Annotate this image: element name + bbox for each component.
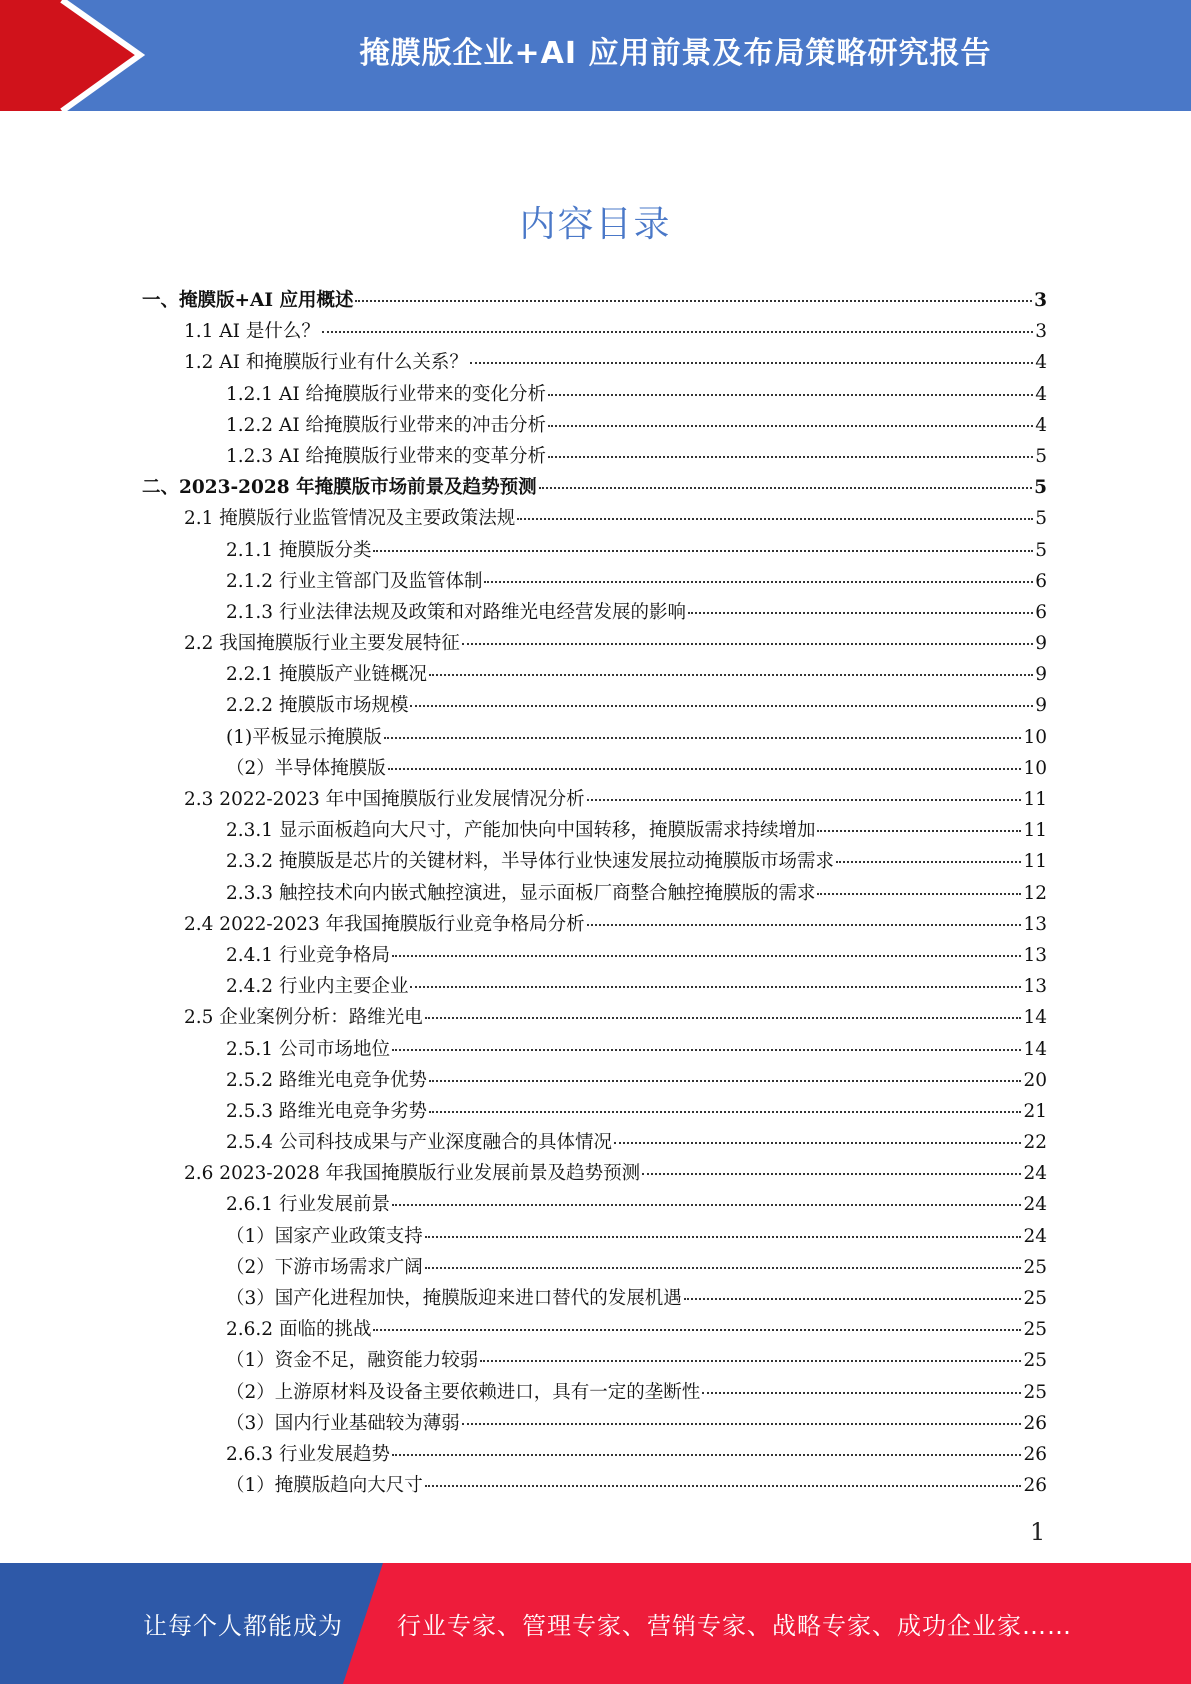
toc-dot-leader: [539, 487, 1033, 489]
toc-entry[interactable]: [142, 503, 1047, 534]
toc-entry-label: 2.4.1 行业竞争格局: [226, 944, 390, 966]
toc-dot-leader: [817, 830, 1021, 832]
toc-dot-leader: [410, 986, 1021, 988]
toc-dot-leader: [429, 1111, 1021, 1113]
toc-entry[interactable]: [142, 628, 1047, 659]
toc-entry[interactable]: [142, 1221, 1047, 1252]
toc-entry-page: 25: [1023, 1381, 1047, 1403]
toc-entry-label: 2.2.2 掩膜版市场规模: [226, 695, 409, 717]
report-title: 掩膜版企业+AI 应用前景及布局策略研究报告: [359, 36, 992, 71]
toc-entry-page: 21: [1023, 1100, 1047, 1122]
toc-dot-leader: [480, 1360, 1021, 1362]
toc-entry[interactable]: [142, 753, 1047, 784]
toc-entry-label: 2.5.2 路维光电竞争优势: [226, 1069, 427, 1091]
toc-dot-leader: [587, 799, 1022, 801]
toc-dot-leader: [614, 1142, 1021, 1144]
toc-entry-page: 3: [1034, 290, 1047, 311]
toc-dot-leader: [384, 737, 1022, 739]
toc-entry-page: 9: [1035, 695, 1047, 717]
toc-entry[interactable]: [142, 535, 1047, 566]
toc-entry-page: 13: [1023, 944, 1047, 966]
toc-entry-page: 26: [1023, 1443, 1047, 1465]
toc-entry-label: 一、掩膜版+AI 应用概述: [142, 290, 354, 311]
toc-entry-page: 12: [1023, 882, 1047, 904]
toc-entry-page: 4: [1035, 352, 1047, 374]
toc-dot-leader: [392, 955, 1021, 957]
toc-dot-leader: [392, 1204, 1021, 1206]
toc-entry-label: 二、2023-2028 年掩膜版市场前景及趋势预测: [142, 477, 537, 499]
toc-entry-page: 6: [1035, 570, 1047, 592]
toc-dot-leader: [517, 518, 1033, 520]
toc-entry-label: 2.2.1 掩膜版产业链概况: [226, 664, 427, 686]
toc-entry-label: 2.1.1 掩膜版分类: [226, 539, 372, 561]
toc-entry-page: 13: [1023, 913, 1047, 935]
toc-entry-label: 2.6 2023-2028 年我国掩膜版行业发展前景及趋势预测: [184, 1163, 641, 1185]
toc-entry-label: 2.3 2022-2023 年中国掩膜版行业发展情况分析: [184, 789, 585, 810]
toc-dot-leader: [425, 1485, 1022, 1487]
chevron-arrow-icon: [0, 0, 160, 111]
toc-entry[interactable]: [142, 722, 1047, 753]
toc-entry-page: 25: [1023, 1256, 1047, 1278]
toc-entry-label: （1）资金不足，融资能力较弱: [226, 1350, 479, 1372]
toc-dot-leader: [484, 581, 1033, 583]
toc-dot-leader: [470, 362, 1033, 364]
toc-entry[interactable]: [142, 784, 1047, 815]
toc-entry-label: （3）国产化进程加快，掩膜版迎来进口替代的发展机遇: [226, 1288, 682, 1309]
header-banner: [0, 0, 1191, 111]
toc-dot-leader: [425, 1236, 1022, 1238]
toc-dot-leader: [425, 1017, 1022, 1019]
toc-entry[interactable]: [142, 285, 1047, 316]
toc-entry-page: 9: [1035, 664, 1047, 686]
toc-entry[interactable]: [142, 410, 1047, 441]
toc-entry-page: 20: [1023, 1069, 1047, 1091]
toc-entry[interactable]: [142, 846, 1047, 877]
toc-entry-page: 14: [1023, 1007, 1047, 1029]
toc-entry[interactable]: [142, 1377, 1047, 1408]
toc-entry-label: 2.5.3 路维光电竞争劣势: [226, 1100, 427, 1122]
toc-entry[interactable]: [142, 1096, 1047, 1127]
toc-entry[interactable]: [142, 909, 1047, 940]
toc-entry-label: 2.5.4 公司科技成果与产业深度融合的具体情况: [226, 1132, 612, 1154]
toc-dot-leader: [684, 1298, 1022, 1300]
toc-entry-page: 10: [1023, 726, 1047, 748]
toc-dot-leader: [462, 643, 1033, 645]
toc-dot-leader: [462, 1423, 1022, 1425]
toc-entry-label: 2.1.3 行业法律法规及政策和对路维光电经营发展的影响: [226, 601, 686, 623]
toc-entry-page: 25: [1023, 1288, 1047, 1309]
toc-entry-label: 2.6.1 行业发展前景: [226, 1194, 390, 1216]
toc-dot-leader: [373, 1329, 1021, 1331]
toc-dot-leader: [425, 1267, 1022, 1269]
toc-entry-label: (1)平板显示掩膜版: [226, 726, 382, 748]
toc-entry[interactable]: [142, 1158, 1047, 1189]
toc-entry[interactable]: [142, 1283, 1047, 1314]
toc-entry-label: 2.3.3 触控技术向内嵌式触控演进，显示面板厂商整合触控掩膜版的需求: [226, 882, 816, 904]
toc-entry-page: 25: [1023, 1350, 1047, 1372]
toc-entry-page: 11: [1023, 820, 1047, 842]
toc-entry-page: 5: [1034, 477, 1047, 499]
footer-slogan-left: 让每个人都能成为: [143, 1612, 343, 1640]
toc-entry[interactable]: [142, 940, 1047, 971]
toc-dot-leader: [548, 456, 1033, 458]
toc-entry-label: （2）半导体掩膜版: [226, 757, 386, 779]
toc-entry-page: 10: [1023, 757, 1047, 779]
toc-entry[interactable]: [142, 597, 1047, 628]
toc-entry-label: 2.6.2 面临的挑战: [226, 1319, 372, 1341]
toc-entry-label: 2.3.1 显示面板趋向大尺寸，产能加快向中国转移，掩膜版需求持续增加: [226, 820, 816, 842]
toc-entry-label: （3）国内行业基础较为薄弱: [226, 1412, 460, 1434]
toc-entry[interactable]: [142, 379, 1047, 410]
page-number: 1: [1030, 1518, 1046, 1546]
toc-dot-leader: [817, 893, 1021, 895]
toc-entry-label: （2）上游原材料及设备主要依赖进口，具有一定的垄断性: [226, 1381, 701, 1403]
toc-dot-leader: [392, 1049, 1021, 1051]
toc-dot-leader: [548, 425, 1033, 427]
table-of-contents: [142, 285, 1047, 1501]
toc-entry-label: 1.2.2 AI 给掩膜版行业带来的冲击分析: [226, 414, 547, 436]
toc-dot-leader: [688, 612, 1033, 614]
toc-dot-leader: [429, 1080, 1021, 1082]
toc-dot-leader: [355, 300, 1032, 302]
toc-dot-leader: [392, 1454, 1021, 1456]
toc-dot-leader: [410, 705, 1033, 707]
toc-entry-page: 26: [1023, 1475, 1047, 1497]
toc-entry[interactable]: [142, 971, 1047, 1002]
toc-entry[interactable]: [142, 1002, 1047, 1033]
toc-entry[interactable]: [142, 1252, 1047, 1283]
toc-dot-leader: [548, 394, 1033, 396]
toc-dot-leader: [322, 331, 1033, 333]
toc-entry-label: 2.3.2 掩膜版是芯片的关键材料，半导体行业快速发展拉动掩膜版市场需求: [226, 851, 834, 873]
toc-entry-label: 1.2.1 AI 给掩膜版行业带来的变化分析: [226, 383, 547, 405]
toc-entry-page: 25: [1023, 1319, 1047, 1341]
toc-entry[interactable]: [142, 1034, 1047, 1065]
toc-entry-label: （1）掩膜版趋向大尺寸: [226, 1475, 423, 1497]
toc-entry-page: 11: [1023, 851, 1047, 873]
toc-entry-page: 4: [1035, 414, 1047, 436]
toc-entry[interactable]: [142, 316, 1047, 347]
toc-entry-page: 24: [1023, 1163, 1047, 1185]
toc-entry-label: 2.5 企业案例分析：路维光电: [184, 1007, 423, 1029]
toc-dot-leader: [388, 768, 1022, 770]
toc-entry-label: 2.4 2022-2023 年我国掩膜版行业竞争格局分析: [184, 913, 585, 935]
footer-slogan-right: 行业专家、管理专家、营销专家、战略专家、成功企业家……: [397, 1612, 1072, 1640]
toc-entry-page: 22: [1023, 1132, 1047, 1154]
toc-entry[interactable]: [142, 1439, 1047, 1470]
toc-entry-page: 6: [1035, 601, 1047, 623]
toc-entry[interactable]: [142, 1345, 1047, 1376]
toc-entry[interactable]: [142, 1470, 1047, 1501]
toc-entry-page: 26: [1023, 1412, 1047, 1434]
footer-banner: [0, 1563, 1191, 1684]
toc-entry-label: 2.1 掩膜版行业监管情况及主要政策法规: [184, 508, 516, 530]
toc-entry[interactable]: [142, 472, 1047, 503]
toc-entry-label: 1.1 AI 是什么？: [184, 321, 320, 343]
toc-entry-page: 24: [1023, 1194, 1047, 1216]
toc-entry-page: 5: [1035, 508, 1047, 530]
toc-entry-page: 13: [1023, 976, 1047, 998]
toc-entry-label: 1.2.3 AI 给掩膜版行业带来的变革分析: [226, 445, 547, 467]
toc-entry[interactable]: [142, 1065, 1047, 1096]
toc-entry-page: 24: [1023, 1225, 1047, 1247]
toc-entry-label: （1）国家产业政策支持: [226, 1225, 423, 1247]
toc-dot-leader: [642, 1173, 1021, 1175]
toc-entry-page: 11: [1023, 789, 1047, 810]
toc-entry[interactable]: [142, 1127, 1047, 1158]
toc-entry-label: 2.1.2 行业主管部门及监管体制: [226, 570, 483, 592]
toc-entry-page: 9: [1035, 633, 1047, 655]
toc-entry[interactable]: [142, 878, 1047, 909]
toc-entry-label: 2.6.3 行业发展趋势: [226, 1443, 390, 1465]
toc-entry[interactable]: [142, 566, 1047, 597]
toc-dot-leader: [587, 924, 1022, 926]
toc-dot-leader: [429, 674, 1033, 676]
toc-entry[interactable]: [142, 690, 1047, 721]
toc-entry-label: 1.2 AI 和掩膜版行业有什么关系？: [184, 352, 468, 374]
toc-entry-label: 2.2 我国掩膜版行业主要发展特征: [184, 633, 460, 655]
toc-dot-leader: [373, 550, 1033, 552]
toc-entry-page: 5: [1035, 445, 1047, 467]
toc-entry[interactable]: [142, 1314, 1047, 1345]
toc-entry-label: 2.4.2 行业内主要企业: [226, 976, 409, 998]
toc-entry[interactable]: [142, 815, 1047, 846]
toc-entry[interactable]: [142, 1408, 1047, 1439]
toc-heading: 内容目录: [519, 204, 672, 245]
toc-entry[interactable]: [142, 441, 1047, 472]
toc-entry-label: （2）下游市场需求广阔: [226, 1256, 423, 1278]
toc-entry[interactable]: [142, 1189, 1047, 1220]
toc-entry-page: 3: [1035, 321, 1047, 343]
toc-entry-page: 14: [1023, 1038, 1047, 1060]
toc-entry[interactable]: [142, 659, 1047, 690]
toc-dot-leader: [702, 1392, 1021, 1394]
toc-entry[interactable]: [142, 347, 1047, 378]
toc-dot-leader: [836, 861, 1021, 863]
toc-entry-page: 5: [1035, 539, 1047, 561]
toc-entry-page: 4: [1035, 383, 1047, 405]
toc-entry-label: 2.5.1 公司市场地位: [226, 1038, 390, 1060]
